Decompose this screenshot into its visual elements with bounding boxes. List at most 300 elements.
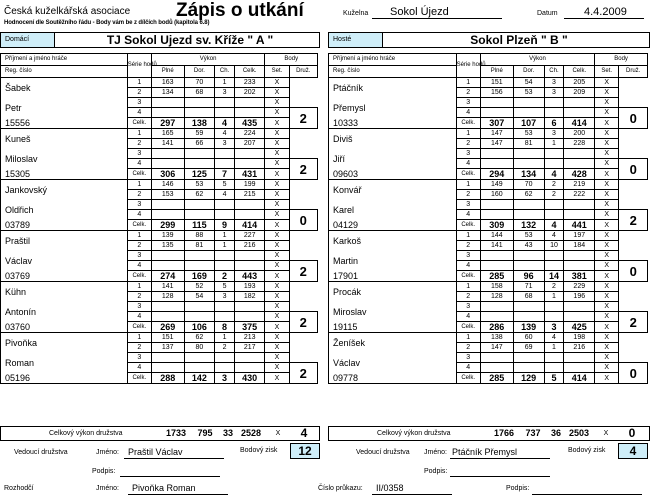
- player-reg: 17901: [329, 271, 457, 282]
- player-reg: 19115: [329, 322, 457, 333]
- total-plne: 288: [151, 373, 184, 384]
- total-set: X: [595, 169, 619, 180]
- score-cell: 4: [127, 108, 151, 118]
- score-cell: 151: [480, 78, 513, 88]
- total-ch: 2: [215, 271, 235, 282]
- referee-name: Pivoňka Roman: [132, 483, 196, 493]
- score-cell: [564, 261, 595, 271]
- total-dor: 96: [513, 271, 544, 282]
- home-col-plne: Plné: [151, 66, 184, 78]
- player-firstname: Antonín: [1, 302, 128, 322]
- points-spacer: [289, 129, 317, 159]
- score-cell: [184, 261, 215, 271]
- score-cell: 80: [184, 343, 215, 353]
- score-cell: [151, 108, 184, 118]
- score-cell: [234, 149, 265, 159]
- score-cell: [513, 98, 544, 108]
- total-label: Celk.: [127, 220, 151, 231]
- player-firstname: Roman: [1, 353, 128, 373]
- total-ch: 6: [544, 118, 564, 129]
- score-cell: 1: [127, 282, 151, 292]
- points-spacer: [289, 180, 317, 210]
- score-cell: 3: [215, 88, 235, 98]
- total-celk: 375: [234, 322, 265, 333]
- score-cell: [564, 200, 595, 210]
- total-ch: 9: [215, 220, 235, 231]
- score-cell: [184, 210, 215, 220]
- score-cell: 53: [513, 129, 544, 139]
- score-cell: [480, 312, 513, 322]
- home-col-vykon: Výkon: [151, 54, 265, 66]
- player-reg: 04129: [329, 220, 457, 231]
- score-cell: [234, 98, 265, 108]
- score-cell: 227: [234, 231, 265, 241]
- guest-total-points: 0: [628, 426, 636, 440]
- score-cell: 1: [544, 139, 564, 149]
- score-cell: 3: [127, 251, 151, 261]
- total-celk: 381: [564, 271, 595, 282]
- total-set: X: [265, 373, 289, 384]
- referee-licence: II/0358: [376, 483, 404, 493]
- player-row: [1, 333, 318, 343]
- score-cell: 3: [456, 251, 480, 261]
- player-row: [1, 200, 318, 210]
- player-row: [1, 149, 318, 159]
- player-surname: Pivoňka: [1, 333, 128, 353]
- guest-sign-line: [450, 476, 550, 477]
- score-cell: [513, 159, 544, 169]
- home-points-value: 12: [290, 443, 320, 459]
- score-cell: 1: [544, 343, 564, 353]
- score-cell: 1: [215, 333, 235, 343]
- score-cell: 62: [184, 333, 215, 343]
- score-cell: 4: [127, 363, 151, 373]
- score-cell: 5: [215, 180, 235, 190]
- score-cell: [184, 363, 215, 373]
- total-celk: 443: [234, 271, 265, 282]
- score-cell: 4: [456, 108, 480, 118]
- player-reg: 09603: [329, 169, 457, 180]
- score-cell: 2: [544, 282, 564, 292]
- score-cell: 128: [151, 292, 184, 302]
- home-sign-line: [120, 476, 220, 477]
- score-cell: 3: [456, 302, 480, 312]
- player-surname: Kühn: [1, 282, 128, 302]
- total-dor: 107: [513, 118, 544, 129]
- total-celk: 430: [234, 373, 265, 384]
- score-cell: [184, 251, 215, 261]
- total-celk: 441: [564, 220, 595, 231]
- score-cell: [151, 353, 184, 363]
- score-cell: [480, 98, 513, 108]
- score-cell: 233: [234, 78, 265, 88]
- score-cell: 182: [234, 292, 265, 302]
- total-set: X: [265, 220, 289, 231]
- score-cell: [234, 363, 265, 373]
- player-points: 0: [619, 363, 648, 384]
- score-cell: 62: [184, 190, 215, 200]
- score-cell: [151, 251, 184, 261]
- score-cell: X: [265, 139, 289, 149]
- guest-col-celk: Celk.: [564, 66, 595, 78]
- score-cell: [513, 353, 544, 363]
- home-col-set: Set.: [265, 66, 289, 78]
- guest-players-table: [328, 53, 648, 384]
- score-cell: 213: [234, 333, 265, 343]
- total-celk: 414: [564, 373, 595, 384]
- score-cell: 1: [456, 180, 480, 190]
- player-firstname: Přemysl: [329, 98, 457, 118]
- total-set: X: [265, 322, 289, 333]
- score-cell: 1: [456, 282, 480, 292]
- total-dor: 169: [184, 271, 215, 282]
- player-row: [329, 149, 648, 159]
- score-cell: [513, 108, 544, 118]
- player-firstname: Miloslav: [1, 149, 128, 169]
- guest-points-label: Bodový zisk: [568, 447, 606, 454]
- score-cell: 199: [234, 180, 265, 190]
- guest-tag: Hosté: [329, 33, 383, 47]
- date-label: Datum: [537, 10, 558, 17]
- score-cell: [544, 302, 564, 312]
- total-dor: 129: [513, 373, 544, 384]
- score-cell: X: [265, 129, 289, 139]
- score-cell: [151, 200, 184, 210]
- total-set: X: [595, 220, 619, 231]
- player-reg: 10333: [329, 118, 457, 129]
- score-cell: 207: [234, 139, 265, 149]
- total-dor: 139: [513, 322, 544, 333]
- association-name: Česká kuželkářská asociace: [4, 6, 131, 17]
- score-cell: 53: [513, 231, 544, 241]
- score-cell: 2: [544, 190, 564, 200]
- score-cell: [151, 312, 184, 322]
- player-reg: 03789: [1, 220, 128, 231]
- score-cell: [215, 251, 235, 261]
- player-row: [329, 333, 648, 343]
- score-cell: X: [595, 78, 619, 88]
- total-dor: 125: [184, 169, 215, 180]
- player-firstname: Martin: [329, 251, 457, 271]
- home-col-celk: Celk.: [234, 66, 265, 78]
- score-cell: 68: [184, 88, 215, 98]
- score-cell: 1: [456, 333, 480, 343]
- player-surname: Kuneš: [1, 129, 128, 149]
- score-cell: [513, 149, 544, 159]
- total-plne: 285: [480, 271, 513, 282]
- score-cell: X: [265, 363, 289, 373]
- total-ch: 14: [544, 271, 564, 282]
- score-cell: X: [595, 261, 619, 271]
- score-cell: 2: [456, 190, 480, 200]
- guest-sign-label: Podpis:: [424, 468, 448, 475]
- score-cell: [564, 149, 595, 159]
- home-sign-label: Podpis:: [92, 468, 116, 475]
- referee-name-line: [128, 494, 228, 495]
- player-surname: Karkoš: [329, 231, 457, 251]
- score-cell: 4: [127, 312, 151, 322]
- home-team-bar: [0, 32, 320, 48]
- total-ch: 4: [544, 220, 564, 231]
- score-cell: X: [265, 312, 289, 322]
- score-cell: [544, 98, 564, 108]
- score-cell: 2: [456, 139, 480, 149]
- score-cell: 1: [127, 180, 151, 190]
- score-cell: X: [595, 292, 619, 302]
- guest-col-set: Set.: [595, 66, 619, 78]
- player-reg: 05196: [1, 373, 128, 384]
- home-captain-name: Praštil Václav: [128, 447, 183, 457]
- guest-total-celk: 2503: [568, 428, 590, 438]
- player-row: [1, 98, 318, 108]
- guest-total-dor: 737: [525, 428, 541, 438]
- score-cell: 1: [456, 129, 480, 139]
- player-firstname: Václav: [1, 251, 128, 271]
- score-cell: 70: [513, 180, 544, 190]
- player-row: [1, 180, 318, 190]
- total-celk: 414: [234, 220, 265, 231]
- home-col-dor: Dor.: [184, 66, 215, 78]
- score-cell: [564, 108, 595, 118]
- player-surname: Ženíšek: [329, 333, 457, 353]
- player-total-row: [1, 169, 318, 180]
- referee-licence-label: Číslo průkazu:: [318, 485, 363, 492]
- score-cell: 59: [184, 129, 215, 139]
- score-cell: 10: [544, 241, 564, 251]
- score-cell: X: [595, 343, 619, 353]
- score-cell: [564, 363, 595, 373]
- score-cell: 3: [544, 88, 564, 98]
- score-cell: 2: [456, 241, 480, 251]
- score-cell: 228: [564, 139, 595, 149]
- score-cell: [544, 312, 564, 322]
- guest-col-name: Příjmení a jméno hráče: [329, 54, 457, 66]
- score-cell: X: [265, 159, 289, 169]
- guest-total-ch: 36: [550, 428, 561, 438]
- score-cell: 224: [234, 129, 265, 139]
- player-reg: 03769: [1, 271, 128, 282]
- score-cell: [215, 210, 235, 220]
- player-row: [1, 251, 318, 261]
- score-cell: 137: [151, 343, 184, 353]
- total-celk: 425: [564, 322, 595, 333]
- total-ch: 4: [544, 169, 564, 180]
- total-label: Celk.: [127, 271, 151, 282]
- guest-col-serie: Série hodů: [456, 54, 480, 78]
- score-cell: X: [265, 231, 289, 241]
- score-cell: 184: [564, 241, 595, 251]
- player-row: [1, 353, 318, 363]
- score-cell: [480, 363, 513, 373]
- score-cell: [151, 261, 184, 271]
- home-total-celk: 2528: [240, 428, 262, 438]
- score-cell: 4: [456, 363, 480, 373]
- score-cell: 147: [480, 343, 513, 353]
- score-cell: X: [265, 210, 289, 220]
- score-cell: X: [595, 129, 619, 139]
- score-cell: 197: [564, 231, 595, 241]
- points-spacer: [289, 333, 317, 363]
- score-cell: [564, 302, 595, 312]
- score-cell: X: [265, 190, 289, 200]
- home-team-name: TJ Sokol Ujezd sv. Kříže " A ": [106, 33, 274, 47]
- total-dor: 138: [184, 118, 215, 129]
- score-cell: [480, 210, 513, 220]
- score-cell: 193: [234, 282, 265, 292]
- score-cell: X: [595, 159, 619, 169]
- score-cell: 1: [215, 78, 235, 88]
- score-cell: 5: [215, 282, 235, 292]
- score-cell: 141: [151, 139, 184, 149]
- score-cell: 4: [215, 129, 235, 139]
- score-cell: [215, 353, 235, 363]
- home-col-druzstvo: Druž.: [289, 66, 317, 78]
- total-label: Celk.: [127, 169, 151, 180]
- player-total-row: [1, 118, 318, 129]
- score-cell: [215, 149, 235, 159]
- total-celk: 428: [564, 169, 595, 180]
- home-col-ch: Ch.: [215, 66, 235, 78]
- score-cell: [215, 98, 235, 108]
- score-cell: [480, 108, 513, 118]
- player-row: [329, 129, 648, 139]
- guest-captain-name-line: [450, 458, 550, 459]
- score-cell: X: [595, 241, 619, 251]
- player-total-row: [329, 322, 648, 333]
- venue-value: Sokol Újezd: [372, 6, 502, 19]
- home-team-total-label: Celkový výkon družstva: [49, 430, 123, 437]
- score-cell: X: [265, 302, 289, 312]
- score-cell: [544, 261, 564, 271]
- score-cell: 1: [544, 292, 564, 302]
- score-cell: X: [595, 251, 619, 261]
- guest-team-name: Sokol Plzeň " B ": [470, 33, 568, 47]
- player-row: [329, 302, 648, 312]
- score-cell: 54: [513, 78, 544, 88]
- score-cell: [151, 363, 184, 373]
- score-cell: 70: [184, 78, 215, 88]
- score-cell: [234, 261, 265, 271]
- score-cell: X: [265, 180, 289, 190]
- score-cell: [215, 312, 235, 322]
- points-spacer: [619, 282, 648, 312]
- score-cell: 2: [127, 292, 151, 302]
- player-total-row: [329, 373, 648, 384]
- score-cell: [234, 159, 265, 169]
- total-label: Celk.: [456, 220, 480, 231]
- score-cell: 165: [151, 129, 184, 139]
- page-title: Zápis o utkání: [176, 0, 304, 21]
- player-firstname: Václav: [329, 353, 457, 373]
- score-cell: 146: [151, 180, 184, 190]
- player-points: 2: [289, 108, 317, 129]
- points-spacer: [289, 231, 317, 261]
- score-cell: 53: [184, 180, 215, 190]
- total-dor: 106: [184, 322, 215, 333]
- score-cell: 196: [564, 292, 595, 302]
- total-label: Celk.: [127, 322, 151, 333]
- score-cell: [480, 261, 513, 271]
- player-points: 2: [619, 210, 648, 231]
- total-dor: 132: [513, 220, 544, 231]
- player-points: 2: [619, 312, 648, 333]
- score-cell: [564, 251, 595, 261]
- home-total-points: 4: [300, 426, 308, 440]
- total-dor: 142: [184, 373, 215, 384]
- player-total-row: [1, 271, 318, 282]
- score-cell: X: [595, 190, 619, 200]
- score-cell: 147: [480, 139, 513, 149]
- score-cell: [215, 363, 235, 373]
- score-cell: 3: [127, 98, 151, 108]
- score-cell: [184, 302, 215, 312]
- guest-total-set: X: [603, 430, 609, 437]
- score-cell: 151: [151, 333, 184, 343]
- total-label: Celk.: [127, 118, 151, 129]
- venue-label: Kuželna: [343, 10, 369, 17]
- player-row: [329, 251, 648, 261]
- home-team-total-row: [0, 426, 320, 441]
- total-label: Celk.: [456, 373, 480, 384]
- total-set: X: [595, 118, 619, 129]
- total-label: Celk.: [456, 322, 480, 333]
- total-ch: 7: [215, 169, 235, 180]
- score-cell: [564, 98, 595, 108]
- score-cell: X: [265, 292, 289, 302]
- total-set: X: [265, 118, 289, 129]
- score-cell: [480, 251, 513, 261]
- score-cell: 216: [564, 343, 595, 353]
- score-cell: 156: [480, 88, 513, 98]
- score-cell: 2: [215, 343, 235, 353]
- score-cell: [544, 159, 564, 169]
- guest-col-body: Body: [595, 54, 648, 66]
- score-cell: [234, 312, 265, 322]
- player-row: [329, 78, 648, 88]
- score-cell: [513, 363, 544, 373]
- total-plne: 269: [151, 322, 184, 333]
- date-value: 4.4.2009: [564, 6, 644, 19]
- score-cell: 2: [544, 180, 564, 190]
- score-cell: 216: [234, 241, 265, 251]
- score-cell: [184, 312, 215, 322]
- player-total-row: [1, 373, 318, 384]
- total-set: X: [265, 169, 289, 180]
- score-cell: [480, 159, 513, 169]
- score-cell: 88: [184, 231, 215, 241]
- score-cell: 128: [480, 292, 513, 302]
- score-cell: 200: [564, 129, 595, 139]
- home-captain-label: Vedoucí družstva: [14, 449, 68, 456]
- score-cell: X: [265, 98, 289, 108]
- score-cell: X: [595, 333, 619, 343]
- score-cell: [234, 302, 265, 312]
- score-cell: X: [595, 180, 619, 190]
- score-cell: 2: [127, 190, 151, 200]
- score-cell: X: [265, 241, 289, 251]
- score-cell: 2: [456, 343, 480, 353]
- score-cell: X: [265, 88, 289, 98]
- player-reg: 15305: [1, 169, 128, 180]
- score-cell: [234, 251, 265, 261]
- player-surname: Praštil: [1, 231, 128, 251]
- player-surname: Konvář: [329, 180, 457, 200]
- score-cell: 139: [151, 231, 184, 241]
- score-cell: 71: [513, 282, 544, 292]
- total-plne: 299: [151, 220, 184, 231]
- score-cell: [215, 261, 235, 271]
- player-row: [329, 282, 648, 292]
